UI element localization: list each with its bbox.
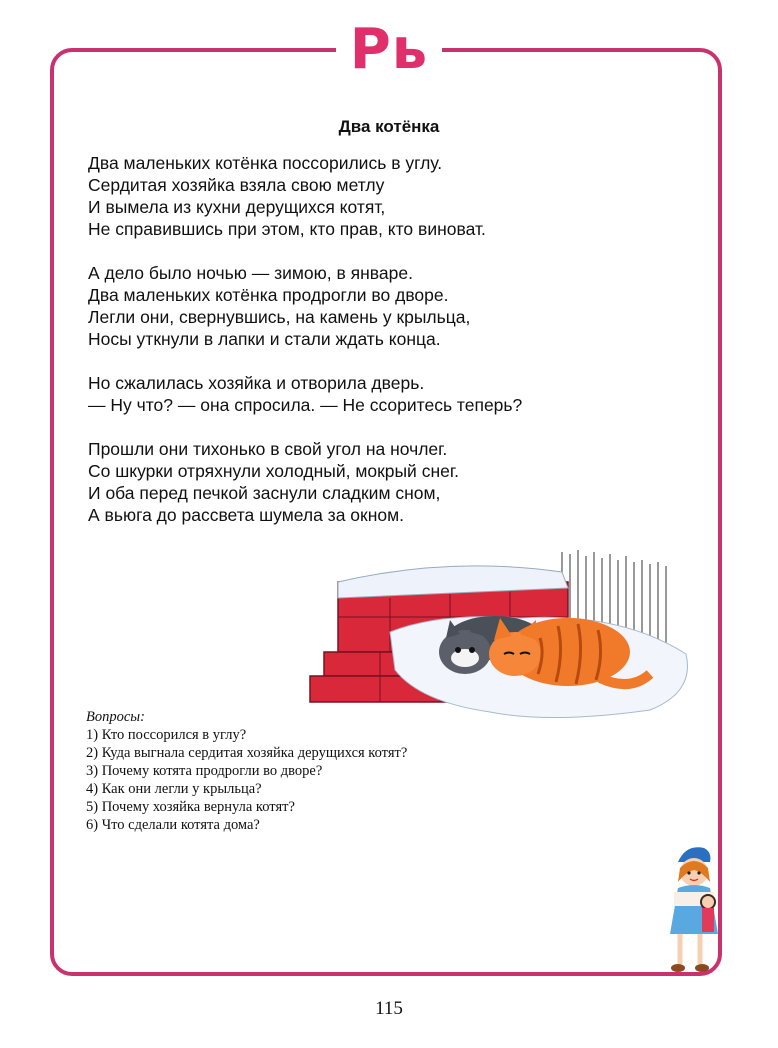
poem-line: Носы уткнули в лапки и стали ждать конца. [88, 329, 441, 349]
stanza [88, 152, 648, 240]
question-item: 1) Кто поссорился в углу? [86, 727, 247, 743]
questions-heading: Вопросы: [86, 709, 145, 725]
question-item: 2) Куда выгнала сердитая хозяйка дерущихся котят? [86, 745, 408, 761]
poem-line: Не справившись при этом, кто прав, кто виноват. [88, 219, 486, 239]
stanza [88, 262, 648, 350]
poem-line: И оба перед печкой заснули сладким сном, [88, 483, 441, 503]
page-number: 115 [375, 998, 403, 1019]
poem-line: Со шкурки отряхнули холодный, мокрый снег. [88, 461, 459, 481]
questions-block [86, 708, 586, 834]
question-item: 6) Что сделали котята дома? [86, 817, 260, 833]
girl-with-doll-illustration [656, 842, 734, 982]
poem-line: Два маленьких котёнка продрогли во дворе. [88, 285, 449, 305]
stanza [88, 372, 648, 416]
poem-line: — Ну что? — она спросила. — Не ссоритесь теперь? [88, 395, 523, 415]
poem-line: А дело было ночью — зимою, в январе. [88, 263, 413, 283]
question-item: 3) Почему котята продрогли во дворе? [86, 763, 323, 779]
poem-line: И вымела из кухни дерущихся котят, [88, 197, 386, 217]
poem-body [88, 152, 648, 548]
question-item: 5) Почему хозяйка вернула котят? [86, 799, 295, 815]
poem-title: Два котёнка [338, 117, 440, 136]
letter-heading: Рь [336, 18, 442, 82]
poem-line: Два маленьких котёнка поссорились в углу. [88, 153, 443, 173]
poem-line: Но сжалилась хозяйка и отворила дверь. [88, 373, 425, 393]
poem-line: А вьюга до рассвета шумела за окном. [88, 505, 404, 525]
poem-line: Легли они, свернувшись, на камень у крыльца, [88, 307, 471, 327]
question-item: 4) Как они легли у крыльца? [86, 781, 262, 797]
stanza [88, 438, 648, 526]
poem-line: Прошли они тихонько в свой угол на ночлег. [88, 439, 448, 459]
poem-line: Сердитая хозяйка взяла свою метлу [88, 175, 385, 195]
